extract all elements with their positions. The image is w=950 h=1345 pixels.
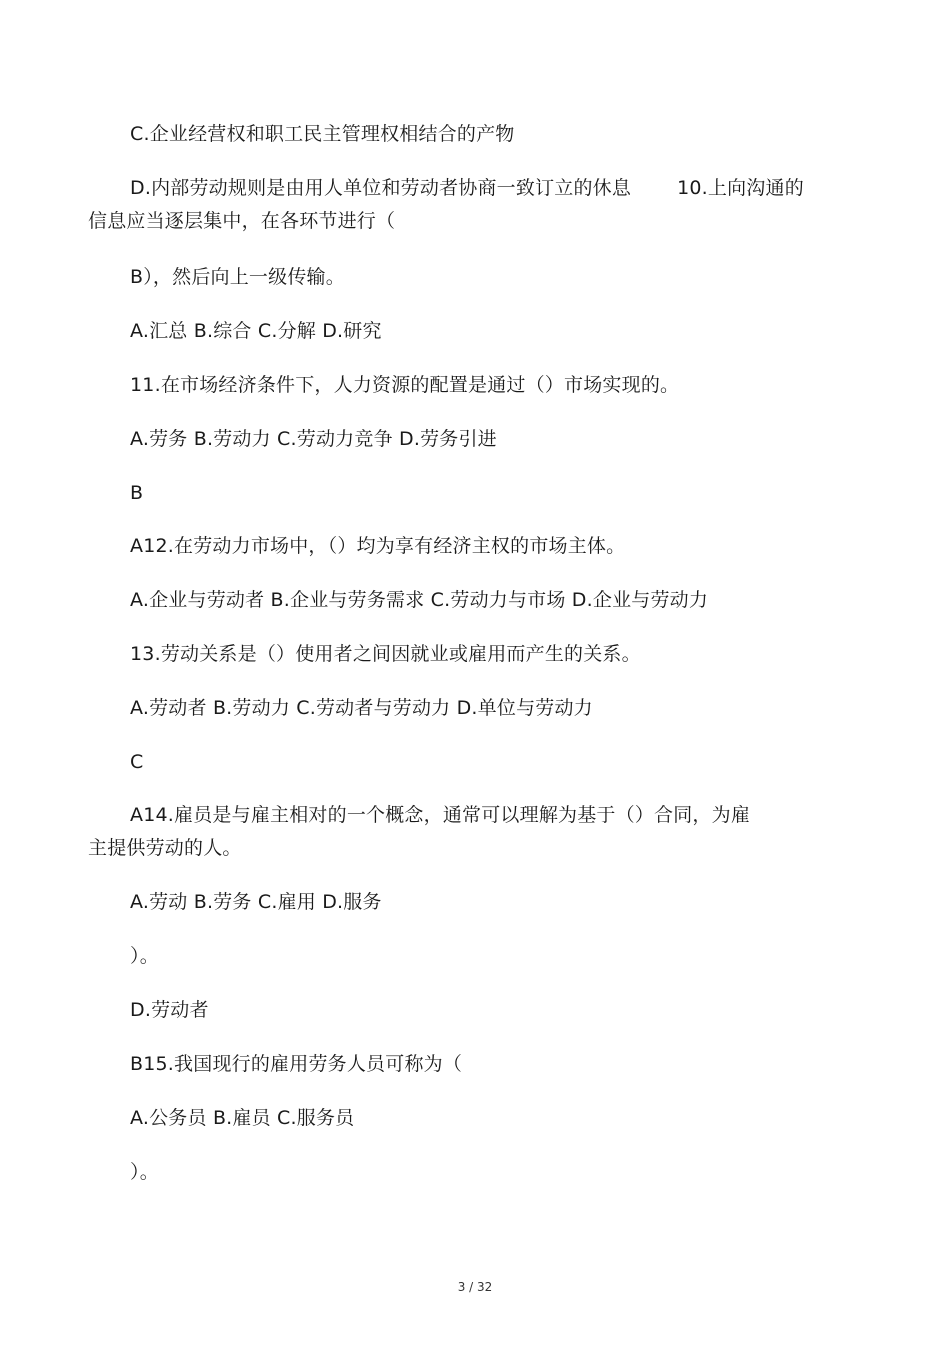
text-segment: 10.上向沟通的 bbox=[677, 177, 804, 199]
text-line: D.劳动者 bbox=[130, 999, 209, 1021]
text-line: 11.在市场经济条件下，人力资源的配置是通过（）市场实现的。 bbox=[130, 374, 680, 396]
text-line: B15.我国现行的雇用劳务人员可称为（ bbox=[130, 1053, 463, 1075]
text-line: 信息应当逐层集中，在各环节进行（ bbox=[88, 210, 396, 232]
text-line: C.企业经营权和职工民主管理权相结合的产物 bbox=[130, 123, 515, 145]
text-line: A.企业与劳动者 B.企业与劳务需求 C.劳动力与市场 D.企业与劳动力 bbox=[130, 589, 709, 611]
text-segment: D.内部劳动规则是由用人单位和劳动者协商一致订立的休息 bbox=[130, 177, 632, 199]
text-line: ）。 bbox=[130, 1161, 159, 1183]
text-line: 13.劳动关系是（）使用者之间因就业或雇用而产生的关系。 bbox=[130, 643, 641, 665]
text-line: A.劳动者 B.劳动力 C.劳动者与劳动力 D.单位与劳动力 bbox=[130, 697, 593, 719]
text-line: 主提供劳动的人。 bbox=[88, 837, 242, 859]
text-line: A14.雇员是与雇主相对的一个概念，通常可以理解为基于（）合同，为雇 bbox=[130, 804, 751, 826]
text-line: B），然后向上一级传输。 bbox=[130, 266, 345, 288]
text-line: A.劳务 B.劳动力 C.劳动力竞争 D.劳务引进 bbox=[130, 428, 497, 450]
text-line: A12.在劳动力市场中，（）均为享有经济主权的市场主体。 bbox=[130, 535, 626, 557]
page-number bbox=[0, 1280, 950, 1294]
text-line: C bbox=[130, 751, 144, 773]
text-line bbox=[130, 175, 804, 201]
current-page: 3 bbox=[457, 1280, 466, 1294]
text-line: B bbox=[130, 482, 144, 504]
text-line: A.汇总 B.综合 C.分解 D.研究 bbox=[130, 320, 382, 342]
total-pages: 32 bbox=[477, 1280, 493, 1294]
text-line: ）。 bbox=[130, 945, 159, 967]
text-line: A.劳动 B.劳务 C.雇用 D.服务 bbox=[130, 891, 382, 913]
text-line: A.公务员 B.雇员 C.服务员 bbox=[130, 1107, 355, 1129]
page-separator: / bbox=[469, 1280, 474, 1294]
